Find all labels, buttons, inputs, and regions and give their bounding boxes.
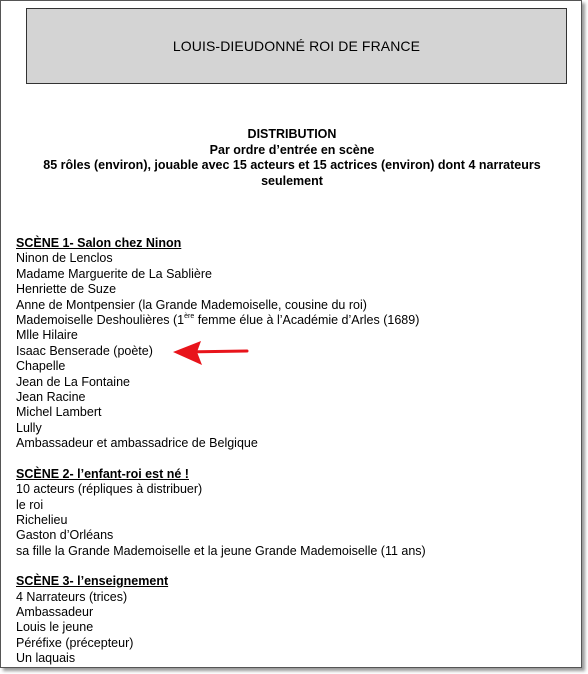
role-item: Chapelle — [16, 359, 66, 374]
scene-2-heading: SCÈNE 2- l’enfant-roi est né ! — [16, 466, 189, 481]
role-item: Anne de Montpensier (la Grande Mademoiselle, cousine du roi) — [16, 297, 367, 312]
role-item: Henriette de Suze — [16, 282, 117, 297]
role-item: Jean Racine — [16, 390, 86, 405]
role-item: 10 acteurs (répliques à distribuer) — [16, 482, 203, 497]
spacer — [16, 452, 576, 467]
title-box — [26, 8, 567, 84]
role-item — [16, 313, 576, 328]
distribution-description-line-1: 85 rôles (environ), jouable avec 15 acteurs et 15 actrices (environ) dont 4 narrateurs — [43, 158, 541, 172]
role-item-superscript: ère — [184, 313, 195, 321]
role-item: Louis le jeune — [16, 620, 94, 635]
role-item: Péréfixe (précepteur) — [16, 635, 134, 650]
role-item: Lully — [16, 420, 42, 435]
role-item-text-rest: femme élue à l’Académie d’Arles (1689) — [194, 313, 420, 328]
role-item: 4 Narrateurs (trices) — [16, 589, 128, 604]
role-item: Richelieu — [16, 512, 68, 527]
distribution-header — [1, 127, 583, 189]
role-item: Mlle Hilaire — [16, 328, 78, 343]
role-item: le roi — [16, 497, 44, 512]
role-item: Madame Marguerite de La Sablière — [16, 266, 212, 281]
role-item: sa fille la Grande Mademoiselle et la jeune Grande Mademoiselle (11 ans) — [16, 543, 426, 558]
left-arrow-icon — [171, 338, 251, 368]
distribution-heading: DISTRIBUTION — [247, 127, 337, 141]
role-item: Jean de La Fontaine — [16, 374, 130, 389]
role-item-highlighted: Isaac Benserade (poète) — [16, 343, 153, 358]
cast-list — [16, 236, 576, 667]
role-item: Ambassadeur — [16, 604, 94, 619]
role-item: Gaston d’Orléans — [16, 528, 114, 543]
distribution-subheading: Par ordre d’entrée en scène — [209, 142, 375, 157]
role-item: Michel Lambert — [16, 405, 102, 420]
spacer — [16, 559, 576, 574]
role-item: Ambassadeur et ambassadrice de Belgique — [16, 436, 258, 451]
scene-3-heading: SCÈNE 3- l’enseignement — [16, 574, 169, 589]
distribution-description-line-2: seulement — [261, 173, 323, 188]
role-item: Ninon de Lenclos — [16, 251, 113, 266]
role-item-text: Mademoiselle Deshoulières (1 — [16, 313, 185, 328]
role-item: Un laquais — [16, 651, 76, 666]
document-title: LOUIS-DIEUDONNÉ ROI DE FRANCE — [172, 38, 421, 54]
scene-1-heading: SCÈNE 1- Salon chez Ninon — [16, 236, 182, 250]
